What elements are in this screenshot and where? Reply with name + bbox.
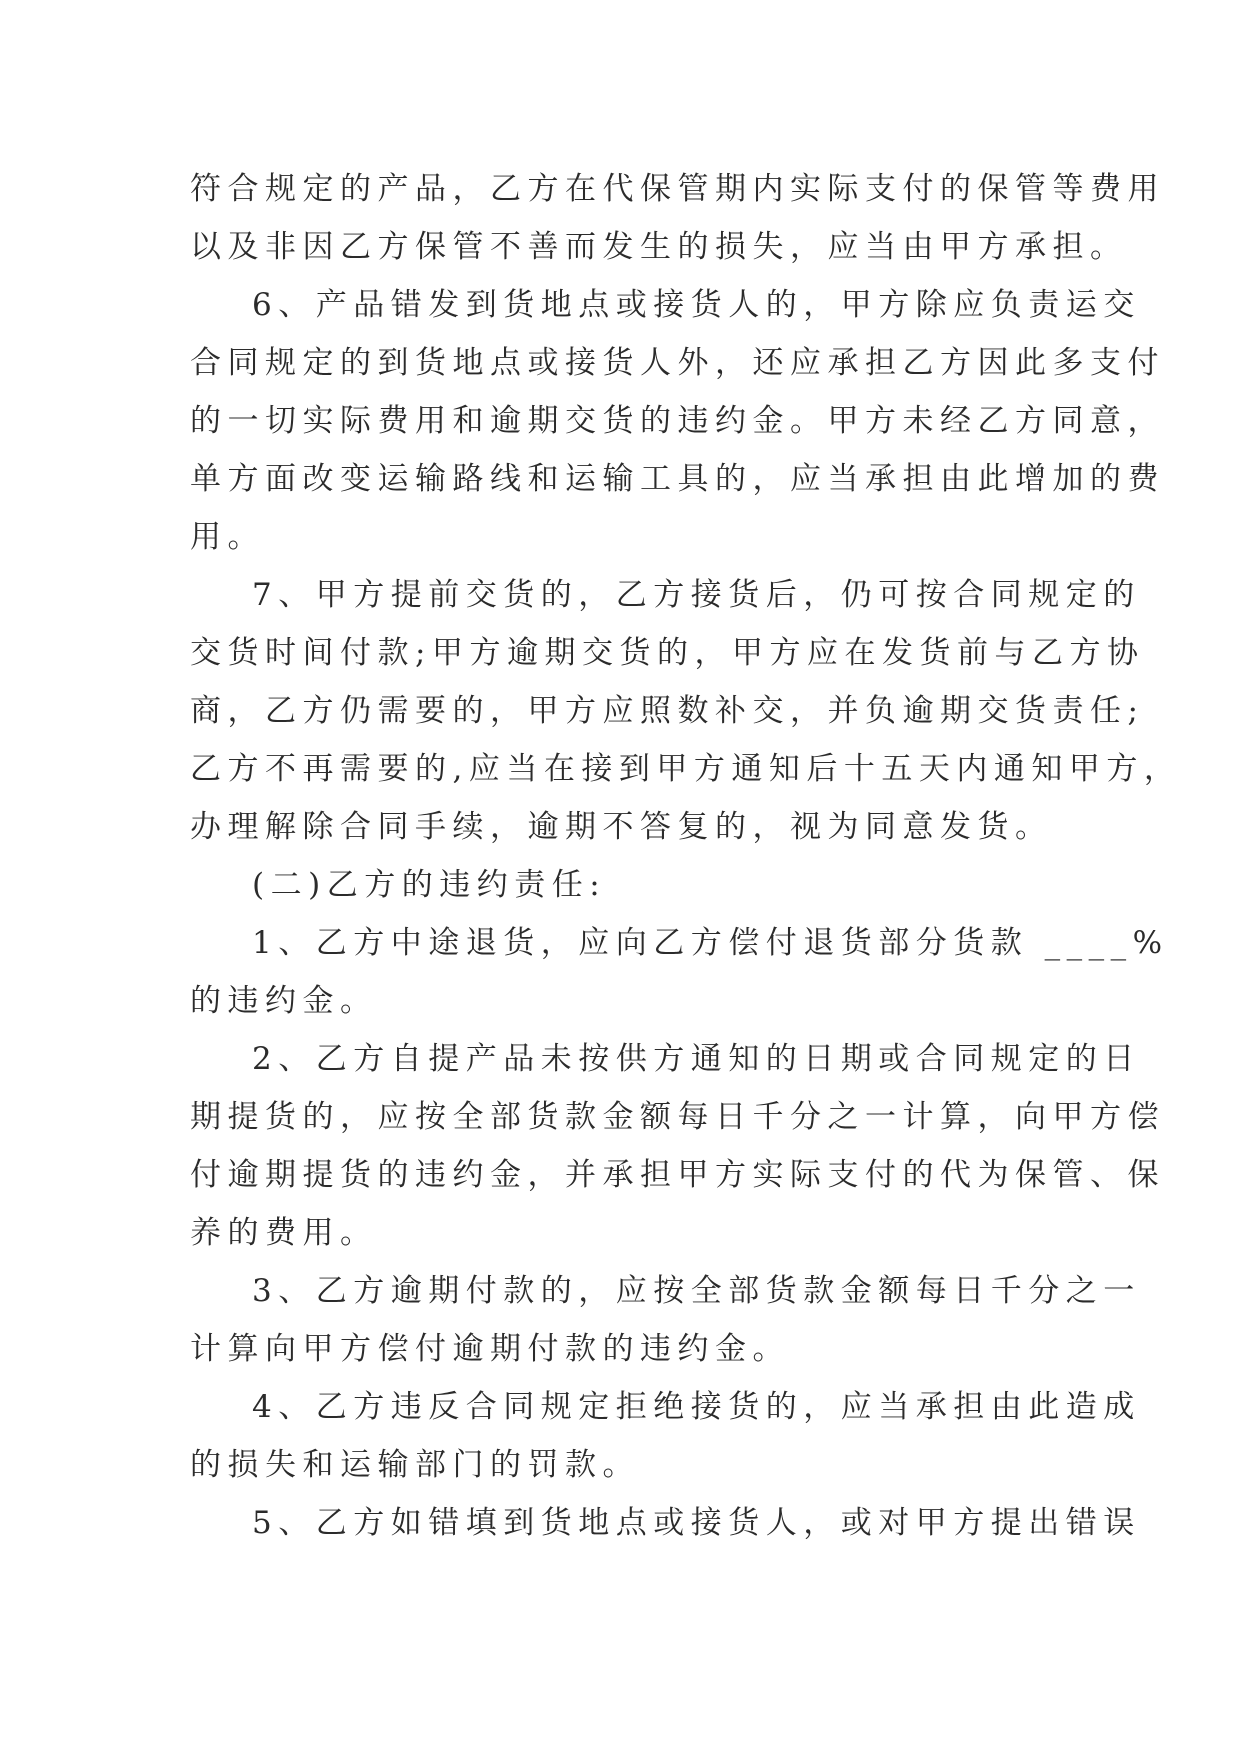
text-line: 6、产品错发到货地点或接货人的，甲方除应负责运交	[252, 287, 1141, 323]
text-line: 计算向甲方偿付逾期付款的违约金。	[190, 1331, 790, 1367]
text-line: 的一切实际费用和逾期交货的违约金。甲方未经乙方同意，	[190, 403, 1165, 439]
text-line: 以及非因乙方保管不善而发生的损失，应当由甲方承担。	[190, 229, 1128, 265]
text-line: 7、甲方提前交货的，乙方接货后，仍可按合同规定的	[252, 577, 1141, 613]
text-line: 3、乙方逾期付款的，应按全部货款金额每日千分之一	[252, 1273, 1141, 1309]
text-line: 期提货的，应按全部货款金额每日千分之一计算，向甲方偿	[190, 1099, 1165, 1135]
text-line: 5、乙方如错填到货地点或接货人，或对甲方提出错误	[252, 1505, 1141, 1541]
text-line: 办理解除合同手续，逾期不答复的，视为同意发货。	[190, 809, 1053, 845]
text-line: 付逾期提货的违约金，并承担甲方实际支付的代为保管、保	[190, 1157, 1165, 1193]
text-line: 商，乙方仍需要的，甲方应照数补交，并负逾期交货责任;	[190, 693, 1145, 729]
text-line: 单方面改变运输路线和运输工具的，应当承担由此增加的费	[190, 461, 1165, 497]
text-line: (二)乙方的违约责任:	[252, 867, 607, 903]
text-line: 1、乙方中途退货，应向乙方偿付退货部分货款 ____%	[252, 925, 1169, 961]
text-line: 的违约金。	[190, 983, 378, 1019]
text-line: 的损失和运输部门的罚款。	[190, 1447, 640, 1483]
text-line: 乙方不再需要的,应当在接到甲方通知后十五天内通知甲方，	[190, 751, 1182, 787]
text-line: 4、乙方违反合同规定拒绝接货的，应当承担由此造成	[252, 1389, 1141, 1425]
text-line: 2、乙方自提产品未按供方通知的日期或合同规定的日	[252, 1041, 1141, 1077]
text-line: 符合规定的产品，乙方在代保管期内实际支付的保管等费用	[190, 171, 1165, 207]
document-body	[190, 160, 1182, 1552]
text-line: 交货时间付款;甲方逾期交货的，甲方应在发货前与乙方协	[190, 635, 1145, 671]
text-line: 合同规定的到货地点或接货人外，还应承担乙方因此多支付	[190, 345, 1165, 381]
text-line: 养的费用。	[190, 1215, 378, 1251]
text-line: 用。	[190, 519, 265, 555]
